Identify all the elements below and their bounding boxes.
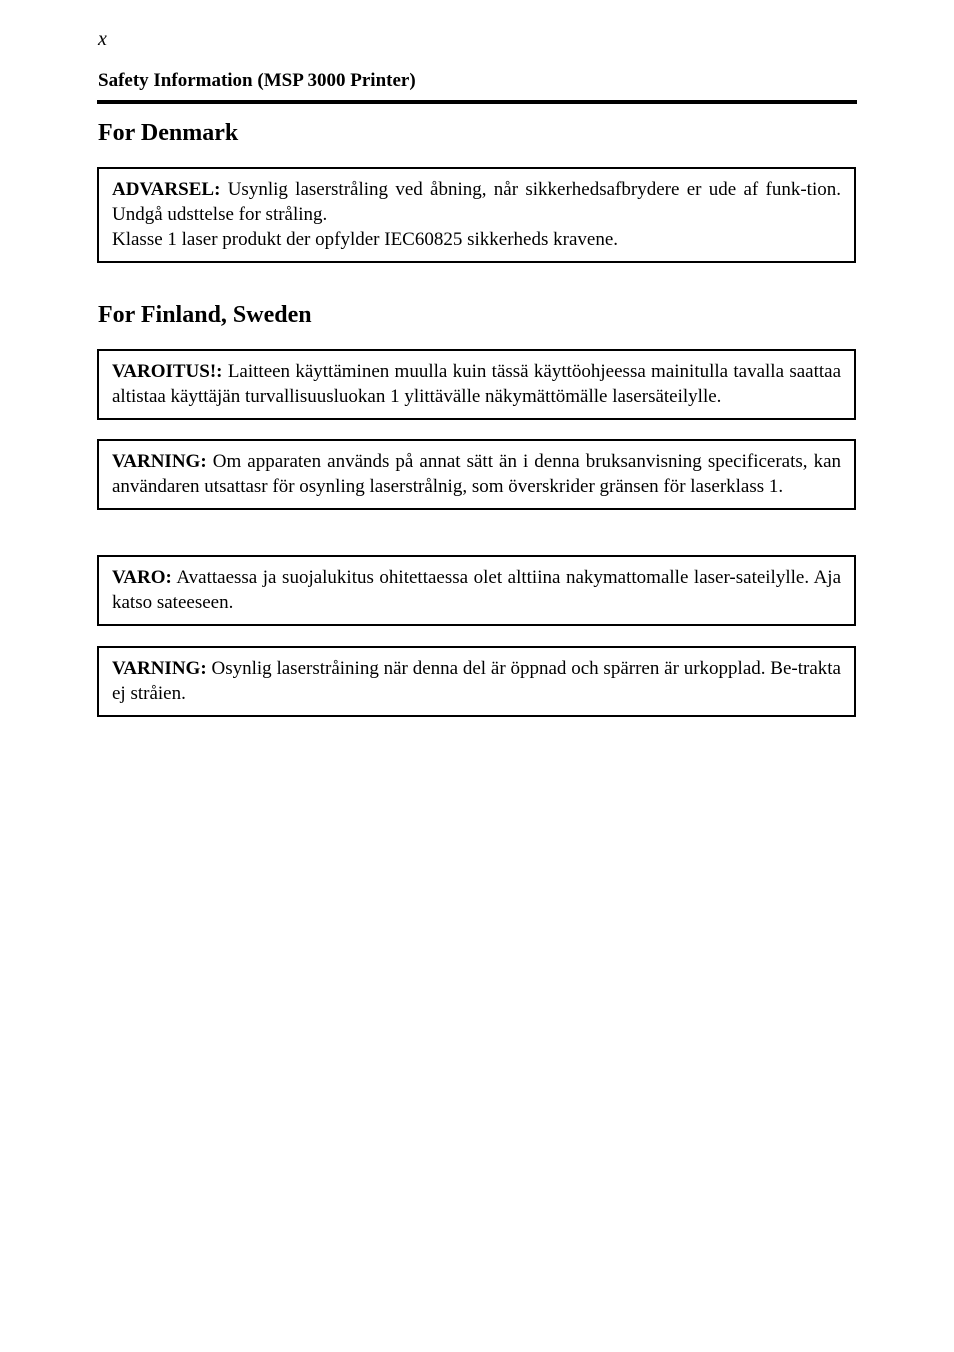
notice-paragraph [112,656,841,706]
page-number: x [98,28,107,50]
notice-label: VARNING: [112,658,207,679]
header-rule [97,100,857,104]
notice-extra-text: Klasse 1 laser produkt der opfylder IEC60825 sikkerheds kravene. [112,229,618,250]
running-header: Safety Information (MSP 3000 Printer) [98,70,416,91]
section-heading-denmark: For Denmark [98,120,239,146]
notice-box-varo [97,555,856,626]
notice-box-varning-2 [97,646,856,717]
notice-box-denmark-advarsel [97,167,856,263]
notice-label: VARNING: [112,451,207,472]
notice-paragraph [112,177,841,227]
notice-text: Avattaessa ja suojalukitus ohitettaessa olet alttiina nakymattomalle laser-sateilylle. Aja katso sateeseen. [112,567,842,613]
notice-label: ADVARSEL: [112,179,221,200]
notice-paragraph [112,359,841,409]
notice-box-varoitus [97,349,856,420]
notice-box-varning-1 [97,439,856,510]
notice-text: Osynlig laserstråining när denna del är öppnad och spärren är urkopplad. Be-trakta ej stråien. [112,658,841,704]
notice-paragraph [112,449,841,499]
notice-label: VAROITUS!: [112,361,223,382]
notice-text: Om apparaten används på annat sätt än i denna bruksanvisning specificerats, kan användaren utsattasr för osynling laserstrålnig, som överskrider gränsen för laserklass 1. [112,451,842,497]
notice-paragraph [112,565,841,615]
notice-text: Usynlig laserstråling ved åbning, når sikkerhedsafbrydere er ude af funk-tion. Undgå udsttelse for stråling. [112,179,841,225]
notice-label: VARO: [112,567,172,588]
section-heading-finland-sweden: For Finland, Sweden [98,302,312,328]
notice-text: Laitteen käyttäminen muulla kuin tässä käyttöohjeessa mainitulla tavalla saattaa altistaa käyttäjän turvallisuusluokan 1 ylittävälle näkymättömälle lasersäteilylle. [112,361,841,407]
